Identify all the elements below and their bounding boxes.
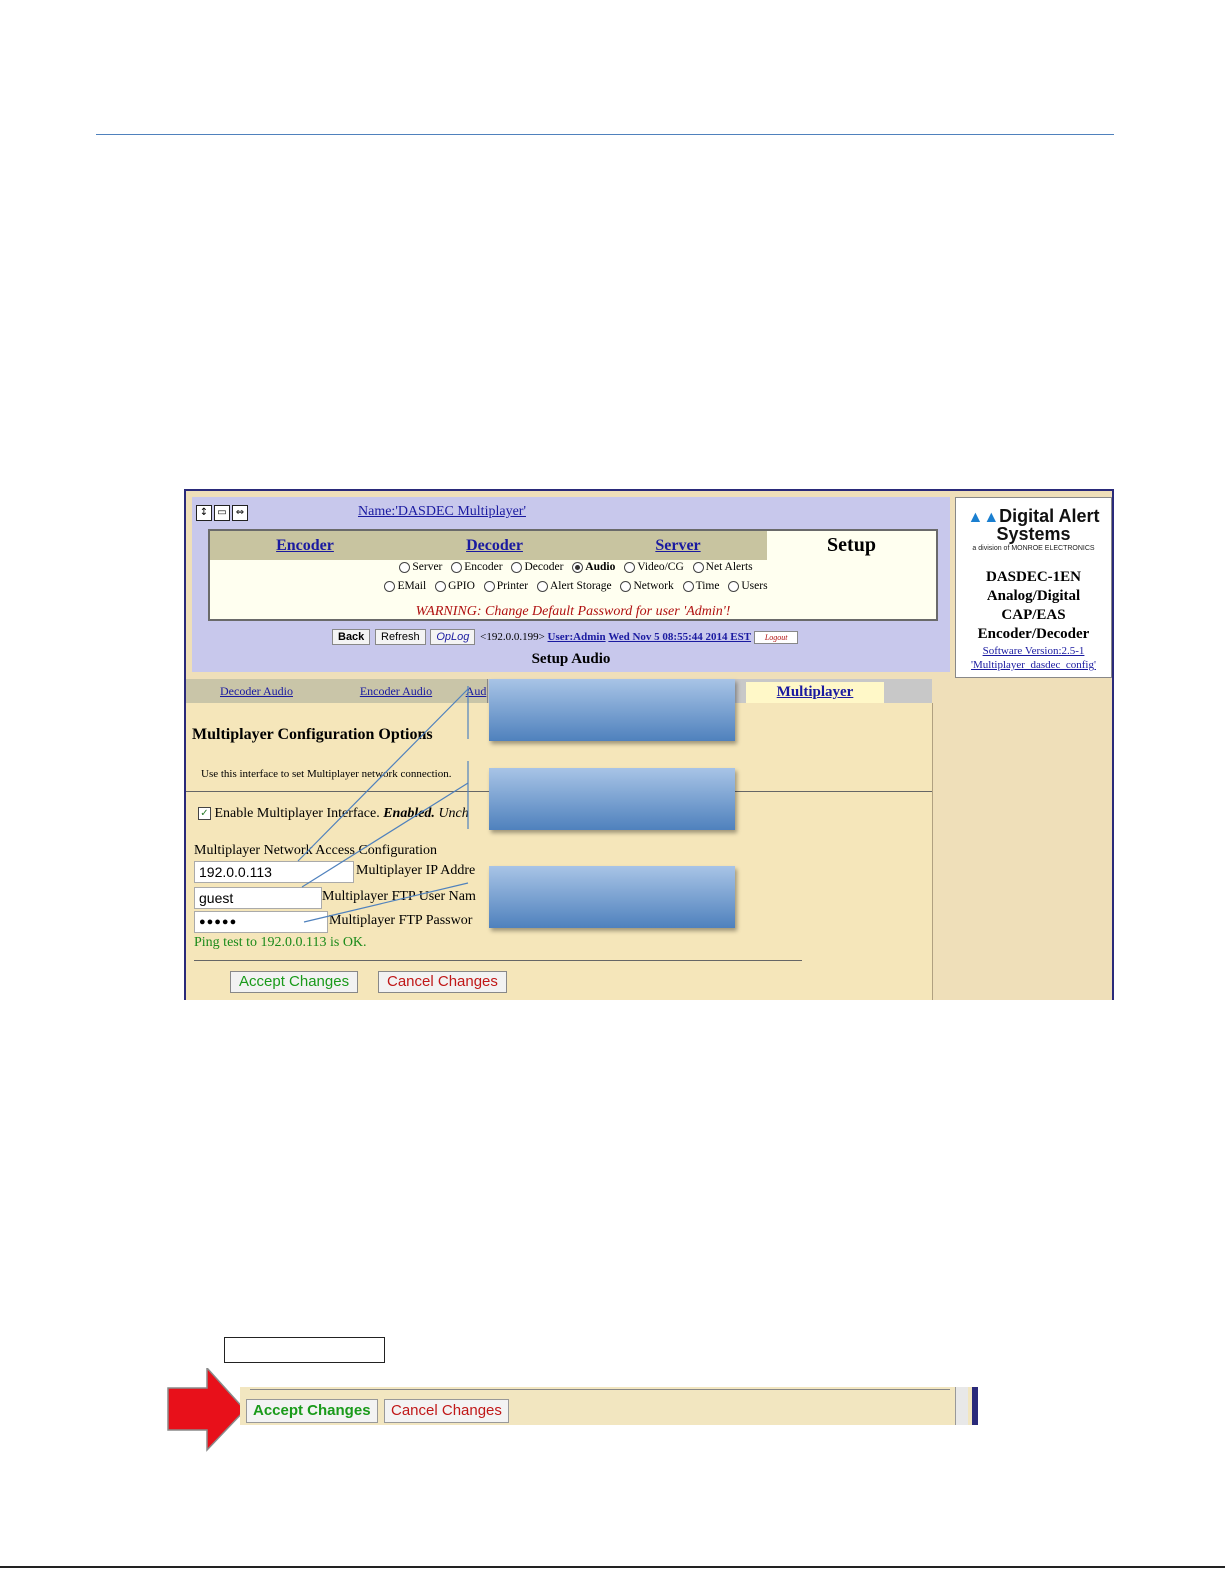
radio-decoder[interactable]: Decoder xyxy=(505,561,563,573)
radio-audio[interactable]: Audio xyxy=(566,561,615,573)
oplog-button[interactable]: OpLog xyxy=(430,629,475,645)
logo-tagline: a division of MONROE ELECTRONICS xyxy=(972,545,1095,552)
radio-server[interactable]: Server xyxy=(393,561,442,573)
subtab-multiplayer[interactable]: Multiplayer xyxy=(746,682,884,703)
config-title: Multiplayer Configuration Options xyxy=(192,726,433,743)
empty-text-box xyxy=(224,1337,385,1363)
device-name-link[interactable]: Name:'DASDEC Multiplayer' xyxy=(358,504,526,519)
subtab-decoder-audio[interactable]: Decoder Audio xyxy=(186,679,328,703)
tab-setup[interactable]: Setup xyxy=(767,531,936,560)
strip-cancel-button[interactable]: Cancel Changes xyxy=(384,1399,509,1423)
model-info: DASDEC-1EN Analog/Digital CAP/EAS Encoder/Decoder xyxy=(977,569,1090,642)
cancel-changes-button[interactable]: Cancel Changes xyxy=(378,971,507,993)
ip-address: <192.0.0.199> xyxy=(480,631,545,643)
dasdec-screenshot xyxy=(184,489,1114,1000)
enable-hint: Unch xyxy=(438,806,469,821)
scrollbar[interactable] xyxy=(955,1387,968,1425)
tab-server[interactable]: Server xyxy=(589,531,768,560)
resize-horizontal-icon[interactable]: ⇔ xyxy=(232,505,248,521)
enable-checkbox[interactable]: ✓ xyxy=(198,807,211,820)
ip-address-input[interactable]: 192.0.0.113 xyxy=(194,861,354,883)
strip-divider xyxy=(250,1389,950,1390)
radio-net-alerts[interactable]: Net Alerts xyxy=(687,561,753,573)
radio-users[interactable]: Users xyxy=(722,580,767,592)
radio-time[interactable]: Time xyxy=(677,580,720,592)
radio-gpio[interactable]: GPIO xyxy=(429,580,475,592)
ftp-password-label: Multiplayer FTP Passwor xyxy=(329,913,473,928)
radio-printer[interactable]: Printer xyxy=(478,580,528,592)
ftp-user-label: Multiplayer FTP User Nam xyxy=(322,889,476,904)
ftp-password-input[interactable]: ●●●●● xyxy=(194,911,328,933)
accept-changes-button[interactable]: Accept Changes xyxy=(230,971,358,993)
logo-triangles-icon: ▲▲ xyxy=(967,509,1000,526)
ftp-user-input[interactable]: guest xyxy=(194,887,322,909)
config-description: Use this interface to set Multiplayer network connection. xyxy=(201,768,452,780)
logo: ▲▲Digital Alert Systems xyxy=(967,506,1100,544)
window-edge xyxy=(972,1387,978,1425)
page-title: Setup Audio xyxy=(531,651,611,667)
datetime-link[interactable]: Wed Nov 5 08:55:44 2014 EST xyxy=(608,631,752,643)
radio-email[interactable]: EMail xyxy=(378,580,426,592)
back-button[interactable]: Back xyxy=(332,629,370,645)
ping-status: Ping test to 192.0.0.113 is OK. xyxy=(194,935,367,950)
callout-box-3 xyxy=(489,866,735,928)
tab-encoder[interactable]: Encoder xyxy=(210,531,401,560)
enable-status: Enabled. xyxy=(383,806,435,821)
radio-network[interactable]: Network xyxy=(614,580,673,592)
subtab-audio[interactable]: Aud xyxy=(465,679,488,703)
header-rule xyxy=(96,134,1114,135)
tab-decoder[interactable]: Decoder xyxy=(400,531,590,560)
strip-accept-button[interactable]: Accept Changes xyxy=(246,1399,378,1423)
enable-label: Enable Multiplayer Interface. xyxy=(214,806,380,821)
config-link[interactable]: 'Multiplayer_dasdec_config' xyxy=(971,659,1096,671)
subtab-encoder-audio[interactable]: Encoder Audio xyxy=(327,679,466,703)
user-link[interactable]: User:Admin xyxy=(547,631,606,643)
footer-rule xyxy=(0,1566,1225,1568)
callout-box-1 xyxy=(489,679,735,741)
software-version-link[interactable]: Software Version:2.5-1 xyxy=(982,645,1085,657)
callout-box-2 xyxy=(489,768,735,830)
ip-address-label: Multiplayer IP Addre xyxy=(356,863,476,878)
radio-alert-storage[interactable]: Alert Storage xyxy=(531,580,612,592)
refresh-button[interactable]: Refresh xyxy=(375,629,426,645)
red-arrow-icon xyxy=(165,1368,250,1452)
network-title: Multiplayer Network Access Configuration xyxy=(194,843,438,858)
resize-vertical-icon[interactable]: ↕ xyxy=(196,505,212,521)
logout-button[interactable]: Logout xyxy=(754,631,799,644)
radio-encoder[interactable]: Encoder xyxy=(445,561,502,573)
radio-video-cg[interactable]: Video/CG xyxy=(618,561,684,573)
window-icon[interactable]: ▭ xyxy=(214,505,230,521)
password-warning: WARNING: Change Default Password for user 'Admin'! xyxy=(415,604,731,619)
